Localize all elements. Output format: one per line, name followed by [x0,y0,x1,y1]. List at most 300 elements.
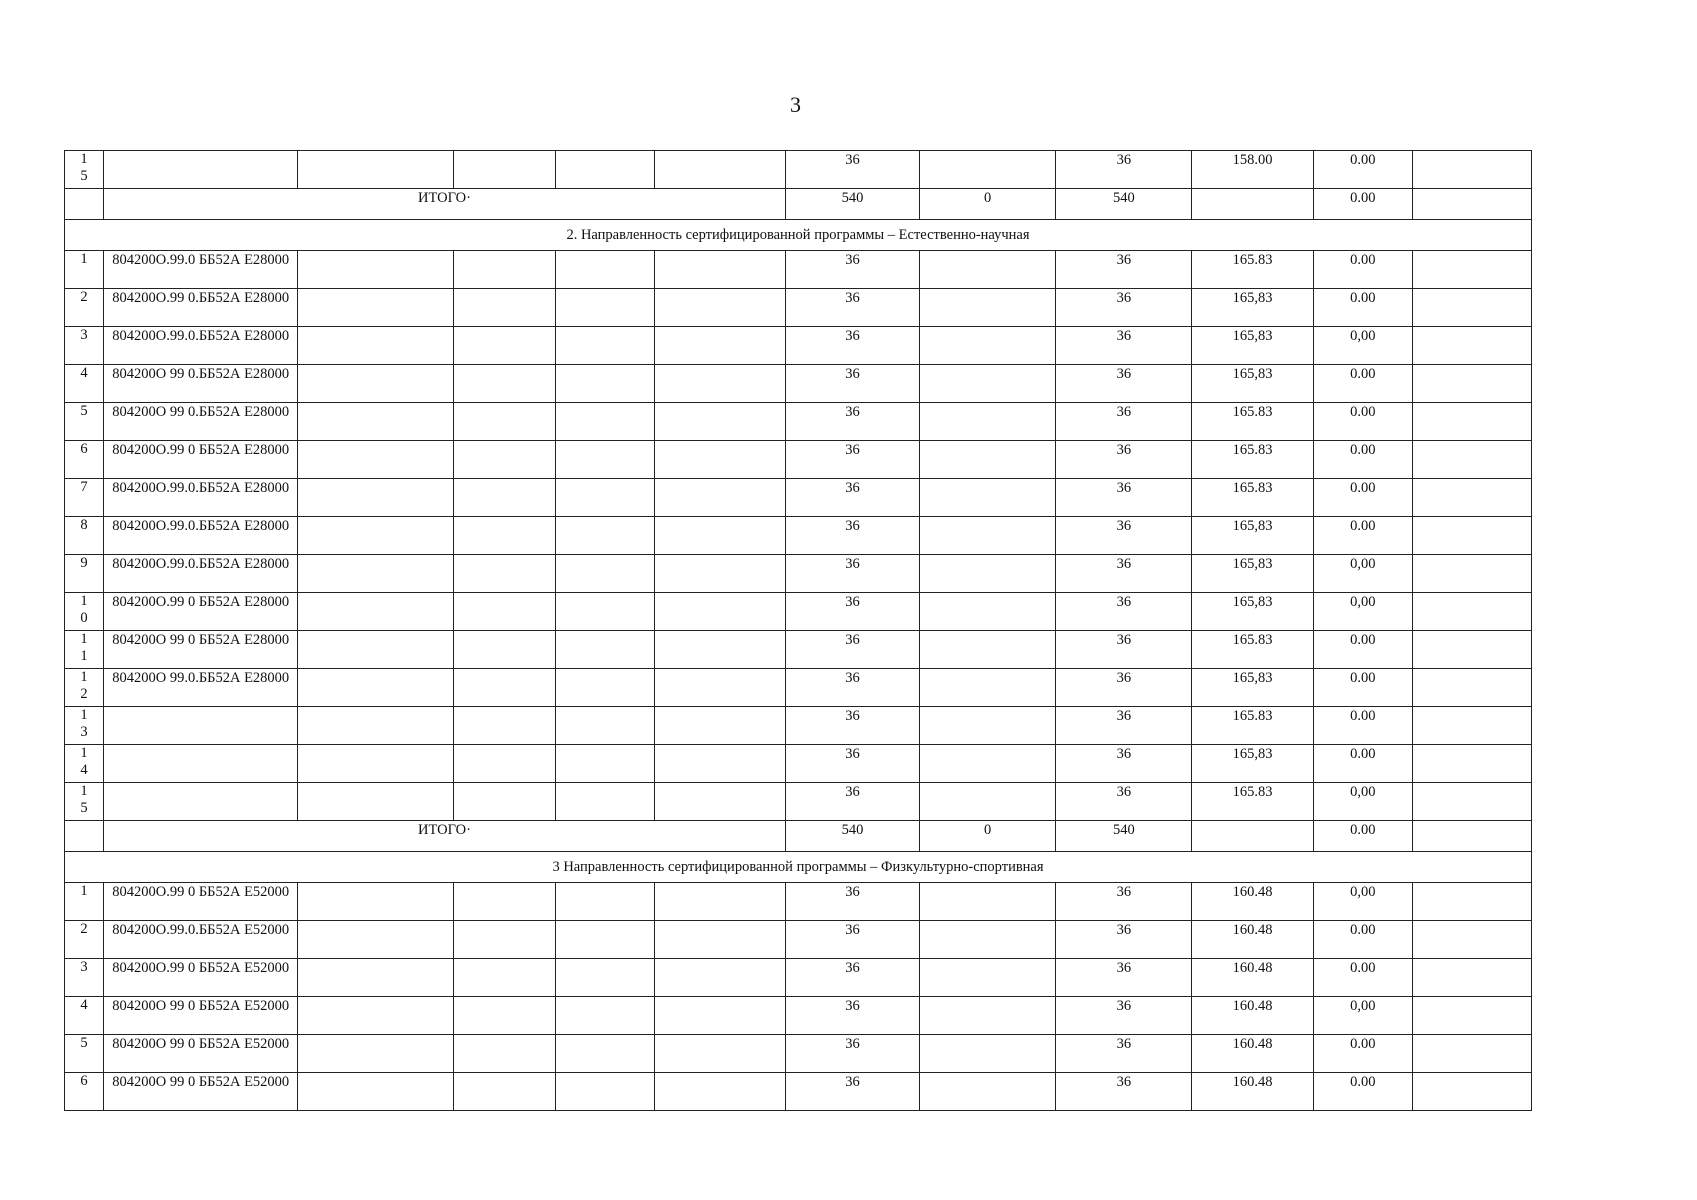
empty-cell [655,707,786,745]
empty-cell [555,921,654,959]
hours-total: 36 [1056,151,1192,189]
empty-cell [555,251,654,289]
amount: 0.00 [1313,403,1412,441]
hours-other [920,479,1056,517]
section-title: 3 Направленность сертифицированной программы – Физкультурно-спортивная [65,852,1532,883]
empty-cell [1413,189,1532,220]
hours-planned: 36 [786,783,920,821]
row-number [65,151,104,189]
hours-total: 36 [1056,327,1192,365]
empty-cell [298,593,454,631]
empty-cell [1413,997,1532,1035]
service-code: 804200О 99 0.ББ52А Е28000 [103,365,298,403]
empty-cell [1413,555,1532,593]
empty-cell [1413,441,1532,479]
empty-cell [454,921,556,959]
hours-planned: 36 [786,327,920,365]
rate: 165.83 [1192,441,1313,479]
amount: 0.00 [1313,517,1412,555]
empty-cell [1413,251,1532,289]
total-row [65,821,1532,852]
empty-cell [1413,921,1532,959]
empty-cell [454,745,556,783]
table-row [65,289,1532,327]
table-row [65,783,1532,821]
table-row [65,921,1532,959]
rate: 160.48 [1192,921,1313,959]
empty-cell [1413,883,1532,921]
service-code: 804200О 99 0 ББ52А Е52000 [103,997,298,1035]
page-number: 3 [790,92,801,117]
row-number-digit: 8 [80,517,88,533]
amount: 0.00 [1313,479,1412,517]
hours-other [920,669,1056,707]
hours-total: 36 [1056,555,1192,593]
service-code [103,745,298,783]
empty-cell [1413,479,1532,517]
section-title: 2. Направленность сертифицированной программы – Естественно-научная [65,220,1532,251]
hours-total: 36 [1056,479,1192,517]
row-number [65,479,104,517]
empty-cell [454,593,556,631]
empty-cell [298,783,454,821]
section-header-row [65,852,1532,883]
rate: 165,83 [1192,593,1313,631]
empty-cell [454,631,556,669]
table-row [65,959,1532,997]
service-code: 804200О.99.0.ББ52А Е28000 [103,479,298,517]
empty-cell [298,289,454,327]
empty-cell [655,403,786,441]
empty-cell [454,997,556,1035]
empty-cell [454,403,556,441]
row-number-digit: 1 [80,669,88,685]
table-row [65,517,1532,555]
empty-cell [655,631,786,669]
row-number-digit: 2 [80,686,88,702]
empty-cell [555,365,654,403]
service-code: 804200О.99.0.ББ52А Е28000 [103,327,298,365]
rate: 160.48 [1192,1073,1313,1111]
rate: 165.83 [1192,403,1313,441]
rate: 165.83 [1192,631,1313,669]
register-table [64,150,1532,1111]
empty-cell [454,151,556,189]
empty-cell [298,707,454,745]
hours-planned: 36 [786,365,920,403]
row-number-digit: 0 [80,610,88,626]
empty-cell [454,883,556,921]
hours-total: 36 [1056,783,1192,821]
row-number-digit: 5 [80,403,88,419]
empty-cell [655,745,786,783]
total-hours-planned: 540 [786,189,920,220]
empty-cell [655,921,786,959]
empty-cell [454,441,556,479]
row-number-digit: 2 [80,921,88,937]
empty-cell [1413,631,1532,669]
hours-other [920,403,1056,441]
service-code: 804200О 99 0 ББ52А Е28000 [103,631,298,669]
amount: 0.00 [1313,707,1412,745]
empty-cell [555,289,654,327]
row-number [65,1073,104,1111]
total-hours-other: 0 [920,821,1056,852]
row-number [65,921,104,959]
amount: 0.00 [1313,1073,1412,1111]
empty-cell [454,365,556,403]
empty-cell [655,251,786,289]
rate: 160.48 [1192,1035,1313,1073]
amount: 0.00 [1313,631,1412,669]
amount: 0,00 [1313,783,1412,821]
hours-other [920,251,1056,289]
row-number-digit: 1 [80,707,88,723]
hours-other [920,1073,1056,1111]
hours-total: 36 [1056,631,1192,669]
hours-other [920,441,1056,479]
empty-cell [1413,745,1532,783]
row-number [65,959,104,997]
rate: 160.48 [1192,883,1313,921]
row-number-digit: 5 [80,168,88,184]
table-row [65,555,1532,593]
service-code: 804200О 99 0.ББ52А Е28000 [103,403,298,441]
row-number-digit: 1 [80,783,88,799]
hours-other [920,783,1056,821]
empty-cell [454,783,556,821]
total-amount: 0.00 [1313,189,1412,220]
table-row [65,593,1532,631]
amount: 0,00 [1313,327,1412,365]
hours-total: 36 [1056,707,1192,745]
rate: 165.83 [1192,251,1313,289]
empty-cell [655,327,786,365]
empty-cell [454,289,556,327]
empty-cell [298,479,454,517]
table-row [65,707,1532,745]
empty-cell [555,403,654,441]
empty-cell [555,707,654,745]
hours-other [920,631,1056,669]
row-number [65,669,104,707]
empty-cell [1413,783,1532,821]
amount: 0.00 [1313,959,1412,997]
service-code: 804200О.99 0 ББ52А Е28000 [103,441,298,479]
hours-planned: 36 [786,555,920,593]
empty-cell [1413,959,1532,997]
hours-total: 36 [1056,1073,1192,1111]
hours-planned: 36 [786,883,920,921]
empty-cell [298,745,454,783]
table-row [65,669,1532,707]
empty-cell [65,189,104,220]
empty-cell [655,669,786,707]
empty-cell [555,555,654,593]
service-code: 804200О 99.0.ББ52А Е28000 [103,669,298,707]
service-code [103,783,298,821]
empty-cell [454,959,556,997]
rate: 165,83 [1192,289,1313,327]
empty-cell [1413,1035,1532,1073]
hours-planned: 36 [786,251,920,289]
empty-cell [655,151,786,189]
rate: 158.00 [1192,151,1313,189]
hours-planned: 36 [786,289,920,327]
empty-cell [298,365,454,403]
empty-cell [655,1073,786,1111]
empty-cell [298,151,454,189]
hours-planned: 36 [786,593,920,631]
empty-cell [65,821,104,852]
hours-other [920,921,1056,959]
empty-cell [555,959,654,997]
row-number [65,883,104,921]
amount: 0.00 [1313,151,1412,189]
row-number-digit: 1 [80,593,88,609]
empty-cell [298,1073,454,1111]
empty-cell [298,251,454,289]
row-number [65,289,104,327]
hours-total: 36 [1056,365,1192,403]
row-number-digit: 4 [80,365,88,381]
empty-cell [454,327,556,365]
row-number-digit: 4 [80,997,88,1013]
amount: 0.00 [1313,441,1412,479]
row-number [65,997,104,1035]
hours-total: 36 [1056,441,1192,479]
empty-cell [655,959,786,997]
empty-cell [555,745,654,783]
hours-planned: 36 [786,959,920,997]
empty-cell [1413,151,1532,189]
total-hours-planned: 540 [786,821,920,852]
empty-cell [298,631,454,669]
row-number-digit: 5 [80,800,88,816]
service-code: 804200О 99 0 ББ52А Е52000 [103,1035,298,1073]
empty-cell [1413,707,1532,745]
hours-other [920,327,1056,365]
row-number-digit: 1 [80,648,88,664]
empty-cell [298,517,454,555]
empty-cell [298,883,454,921]
empty-cell [454,517,556,555]
empty-cell [555,151,654,189]
hours-other [920,707,1056,745]
empty-cell [555,593,654,631]
table-row [65,479,1532,517]
row-number-digit: 7 [80,479,88,495]
amount: 0,00 [1313,997,1412,1035]
hours-total: 36 [1056,959,1192,997]
hours-other [920,745,1056,783]
empty-cell [555,669,654,707]
amount: 0,00 [1313,555,1412,593]
table-row [65,1073,1532,1111]
service-code: 804200О.99 0 ББ52А Е52000 [103,959,298,997]
hours-total: 36 [1056,883,1192,921]
table-row [65,997,1532,1035]
amount: 0.00 [1313,921,1412,959]
empty-cell [555,441,654,479]
hours-planned: 36 [786,1035,920,1073]
empty-cell [298,959,454,997]
empty-cell [655,441,786,479]
empty-cell [655,883,786,921]
row-number-digit: 9 [80,555,88,571]
service-code [103,707,298,745]
empty-cell [298,441,454,479]
hours-other [920,593,1056,631]
row-number-digit: 6 [80,441,88,457]
total-label: ИТОГО· [103,821,785,852]
hours-other [920,1035,1056,1073]
empty-cell [1413,365,1532,403]
hours-planned: 36 [786,441,920,479]
empty-cell [555,1035,654,1073]
empty-cell [555,1073,654,1111]
empty-cell [1413,669,1532,707]
hours-planned: 36 [786,1073,920,1111]
service-code: 804200О.99.0 ББ52А Е28000 [103,251,298,289]
empty-cell [655,593,786,631]
empty-cell [454,1073,556,1111]
empty-cell [298,403,454,441]
hours-total: 36 [1056,289,1192,327]
section-header-row [65,220,1532,251]
table-row [65,1035,1532,1073]
hours-total: 36 [1056,1035,1192,1073]
empty-cell [655,783,786,821]
row-number [65,403,104,441]
hours-other [920,151,1056,189]
amount: 0.00 [1313,365,1412,403]
hours-planned: 36 [786,997,920,1035]
hours-other [920,997,1056,1035]
hours-planned: 36 [786,745,920,783]
rate: 165.83 [1192,783,1313,821]
hours-other [920,555,1056,593]
hours-total: 36 [1056,745,1192,783]
row-number-digit: 3 [80,327,88,343]
row-number [65,1035,104,1073]
row-number [65,593,104,631]
hours-planned: 36 [786,707,920,745]
hours-total: 36 [1056,403,1192,441]
amount: 0,00 [1313,883,1412,921]
row-number [65,783,104,821]
empty-cell [454,669,556,707]
empty-cell [655,1035,786,1073]
empty-cell [298,555,454,593]
rate: 165.83 [1192,707,1313,745]
service-code: 804200О.99.0.ББ52А Е52000 [103,921,298,959]
row-number [65,707,104,745]
total-hours: 540 [1056,189,1192,220]
empty-cell [655,365,786,403]
empty-cell [1413,517,1532,555]
empty-cell [555,517,654,555]
hours-planned: 36 [786,151,920,189]
row-number [65,517,104,555]
total-label: ИТОГО· [103,189,785,220]
rate: 165,83 [1192,669,1313,707]
empty-cell [655,289,786,327]
empty-cell [298,997,454,1035]
total-rate [1192,189,1313,220]
empty-cell [655,555,786,593]
empty-cell [454,479,556,517]
table-row [65,883,1532,921]
rate: 160.48 [1192,959,1313,997]
rate: 165.83 [1192,479,1313,517]
empty-cell [655,517,786,555]
amount: 0.00 [1313,289,1412,327]
hours-other [920,365,1056,403]
table-row [65,631,1532,669]
table-row [65,327,1532,365]
table-row [65,151,1532,189]
empty-cell [655,479,786,517]
row-number [65,251,104,289]
empty-cell [1413,821,1532,852]
hours-planned: 36 [786,517,920,555]
row-number [65,555,104,593]
hours-planned: 36 [786,921,920,959]
empty-cell [298,1035,454,1073]
empty-cell [454,251,556,289]
amount: 0.00 [1313,1035,1412,1073]
empty-cell [555,883,654,921]
total-row [65,189,1532,220]
row-number-digit: 2 [80,289,88,305]
service-code: 804200О 99 0 ББ52А Е52000 [103,1073,298,1111]
table-row [65,251,1532,289]
hours-other [920,883,1056,921]
table-row [65,441,1532,479]
row-number-digit: 1 [80,151,88,167]
hours-planned: 36 [786,479,920,517]
service-code: 804200О.99.0.ББ52А Е28000 [103,517,298,555]
table-row [65,365,1532,403]
service-code [103,151,298,189]
row-number-digit: 5 [80,1035,88,1051]
empty-cell [298,921,454,959]
empty-cell [1413,1073,1532,1111]
table-row [65,403,1532,441]
hours-other [920,289,1056,327]
empty-cell [298,327,454,365]
table-row [65,745,1532,783]
row-number-digit: 3 [80,724,88,740]
total-rate [1192,821,1313,852]
service-code: 804200О.99 0.ББ52А Е28000 [103,289,298,327]
total-hours: 540 [1056,821,1192,852]
amount: 0.00 [1313,745,1412,783]
rate: 165,83 [1192,745,1313,783]
total-amount: 0.00 [1313,821,1412,852]
row-number [65,327,104,365]
empty-cell [655,997,786,1035]
amount: 0.00 [1313,669,1412,707]
row-number-digit: 1 [80,631,88,647]
empty-cell [298,669,454,707]
service-code: 804200О.99 0 ББ52А Е28000 [103,593,298,631]
hours-planned: 36 [786,631,920,669]
rate: 165,83 [1192,365,1313,403]
rate: 160.48 [1192,997,1313,1035]
service-code: 804200О.99 0 ББ52А Е52000 [103,883,298,921]
